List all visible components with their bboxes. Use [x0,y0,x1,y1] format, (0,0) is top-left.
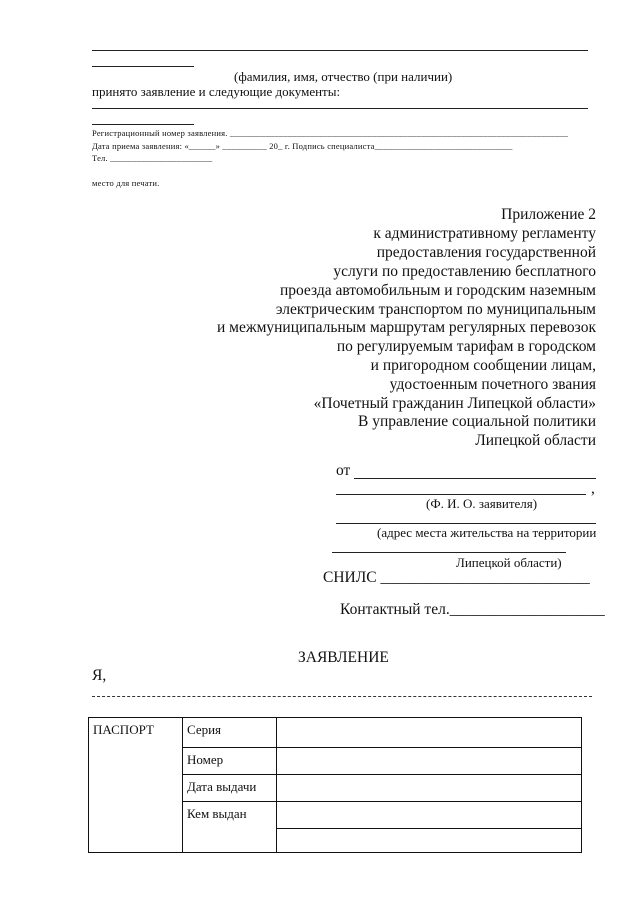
field-issued-by: Кем выдан [187,806,247,821]
appendix-line: услуги по предоставлению бесплатного [333,262,596,280]
appendix-line: и межмуниципальным маршрутам регулярных перевозок [217,319,596,337]
appendix-line: по регулируемым тарифам в городском [336,338,596,356]
contact-phone: Контактный тел.____________________ [340,601,605,618]
address-caption: (адрес места жительства на территории [377,525,597,540]
appendix-line: и пригородном сообщении лицам, [370,357,596,375]
field-nomer-value[interactable] [277,748,582,775]
appendix-line: «Почетный гражданин Липецкой области» [313,395,596,413]
field-issued-by-value-2[interactable] [277,829,582,853]
appendix-line: проезда автомобильным и городским наземным [279,281,596,299]
address-line-2 [332,552,566,553]
address-caption-2: Липецкой области) [456,555,562,570]
field-seria: Серия [187,722,222,737]
stamp-place: место для печати. [92,178,160,188]
appendix-line: электрическим транспортом по муниципальным [275,300,596,318]
applicant-fio-caption: (Ф. И. О. заявителя) [426,496,538,511]
field-label-cell [183,718,277,748]
fio-caption: (фамилия, имя, отчество (при наличии) [234,69,453,84]
appendix-line: Приложение 2 [501,206,596,223]
ya-label: Я, [92,667,107,684]
addressee-line-2: Липецкой области [475,432,596,449]
appendix-header [217,206,596,414]
fio-line [336,494,586,495]
top-fio-line-short [92,66,194,67]
field-issue-date: Дата выдачи [187,779,257,794]
statement-title: ЗАЯВЛЕНИЕ [298,649,389,666]
field-seria-value[interactable] [277,718,582,748]
address-line [336,523,596,524]
top-fio-line [92,50,588,51]
from-line [354,478,596,479]
field-label-cell [183,802,277,853]
from-label: от [336,462,351,479]
ya-line [92,696,592,697]
appendix-line: предоставления государственной [376,243,596,261]
addressee-line-1: В управление социальной политики [358,413,596,430]
field-label-cell [183,748,277,775]
appendix-line: к административному регламенту [373,224,596,242]
field-nomer: Номер [187,752,224,767]
passport-header: ПАСПОРТ [93,722,154,737]
documents-line-short [92,124,194,125]
field-label-cell [183,775,277,802]
snils-label: СНИЛС ___________________________ [323,569,590,586]
phone-line: Тел. _______________________ [92,153,213,163]
passport-header-cell [89,718,183,853]
accepted-text: принято заявление и следующие документы: [92,84,341,99]
documents-line [92,108,588,109]
field-issued-by-value[interactable] [277,802,582,829]
fio-comma: , [591,480,595,497]
reception-date: Дата приема заявления: «______» __________ 20_ г. Подпись специалиста_______________________________ [92,141,513,151]
field-issue-date-value[interactable] [277,775,582,802]
registration-number: Регистрационный номер заявления. ____________________________________________________________________________ [92,128,569,138]
appendix-line: удостоенным почетного звания [389,376,596,394]
passport-table [88,717,582,853]
